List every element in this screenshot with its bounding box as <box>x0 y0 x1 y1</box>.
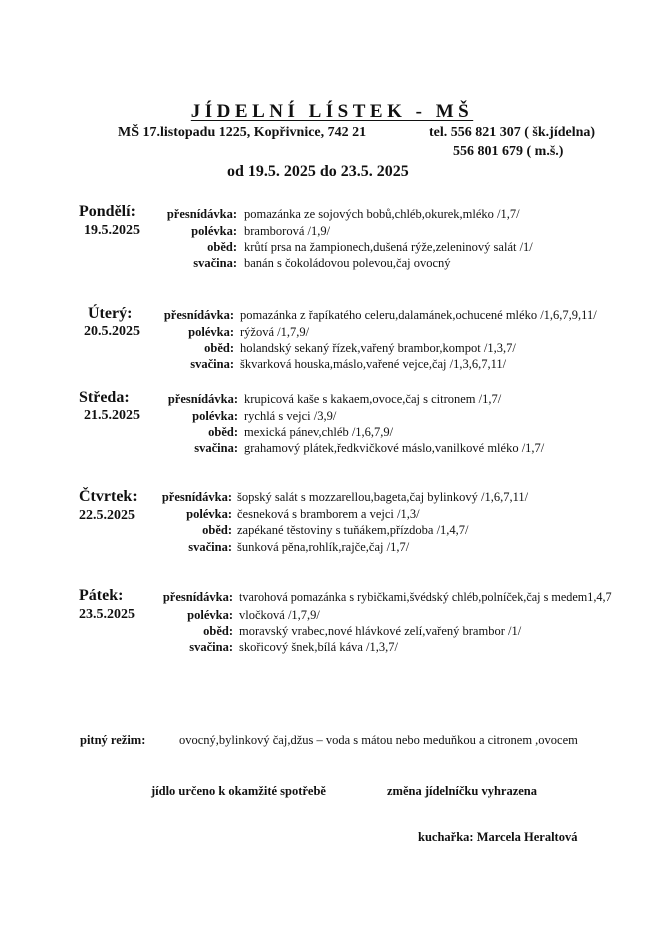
meal-text: mexická pánev,chléb /1,6,7,9/ <box>244 425 394 439</box>
day-name: Pátek: <box>79 587 124 604</box>
meal-text: pomazánka z řapíkatého celeru,dalamánek,ochucené mléko /1,6,7,9,11/ <box>240 308 597 322</box>
meal-text: krupicová kaše s kakaem,ovoce,čaj s citronem /1,7/ <box>244 392 502 406</box>
meal-text: škvarková houska,máslo,vařené vejce,čaj /1,3,6,7,11/ <box>240 357 507 371</box>
meal-label: oběd: <box>204 341 234 355</box>
change-note: změna jídelníčku vyhrazena <box>387 784 537 798</box>
day-date: 21.5.2025 <box>84 408 140 423</box>
meal-text: rychlá s vejci /3,9/ <box>244 409 337 423</box>
meal-label: svačina: <box>189 640 233 654</box>
meal-label: oběd: <box>207 240 237 254</box>
meal-text: vločková /1,7,9/ <box>239 608 320 622</box>
day-date: 23.5.2025 <box>79 607 135 622</box>
meal-label: polévka: <box>192 409 238 423</box>
meal-text: banán s čokoládovou polevou,čaj ovocný <box>244 256 451 270</box>
date-range: od 19.5. 2025 do 23.5. 2025 <box>227 163 409 180</box>
meal-label: přesnídávka: <box>162 590 233 604</box>
meal-label: polévka: <box>187 608 233 622</box>
day-name: Čtvrtek: <box>79 488 138 505</box>
meal-label: přesnídávka: <box>161 490 232 504</box>
drink-regime-text: ovocný,bylinkový čaj,džus – voda s mátou nebo meduňkou a citronem ,ovocem <box>179 733 578 747</box>
meal-text: moravský vrabec,nové hlávkové zelí,vařený brambor /1/ <box>239 624 522 638</box>
meal-label: přesnídávka: <box>163 308 234 322</box>
meal-text: grahamový plátek,ředkvičkové máslo,vanilkové mléko /1,7/ <box>244 441 545 455</box>
meal-text: krůtí prsa na žampionech,dušená rýže,zeleninový salát /1/ <box>244 240 533 254</box>
meal-text: tvarohová pomazánka s rybičkami,švédský chléb,polníček,čaj s medem1,4,7 <box>239 590 612 604</box>
phone-kindergarten: 556 801 679 ( m.š.) <box>453 144 564 159</box>
meal-label: svačina: <box>194 441 238 455</box>
meal-text: skořicový šnek,bílá káva /1,3,7/ <box>239 640 398 654</box>
day-name: Pondělí: <box>79 203 136 220</box>
meal-label: svačina: <box>188 540 232 554</box>
day-date: 22.5.2025 <box>79 508 135 523</box>
meal-label: svačina: <box>190 357 234 371</box>
cook-signature: kuchařka: Marcela Heraltová <box>418 830 578 844</box>
meal-text: česneková s bramborem a vejci /1,3/ <box>237 507 420 521</box>
day-date: 20.5.2025 <box>84 324 140 339</box>
meal-text: pomazánka ze sojových bobů,chléb,okurek,mléko /1,7/ <box>244 207 520 221</box>
meal-label: přesnídávka: <box>167 392 238 406</box>
phone-canteen: tel. 556 821 307 ( šk.jídelna) <box>429 125 596 140</box>
menu-title: JÍDELNÍ LÍSTEK - MŠ <box>190 101 474 122</box>
day-date: 19.5.2025 <box>84 223 140 238</box>
meal-label: polévka: <box>191 224 237 238</box>
meal-label: svačina: <box>193 256 237 270</box>
school-address: MŠ 17.listopadu 1225, Kopřivnice, 742 21 <box>118 125 367 140</box>
day-name: Středa: <box>79 389 130 406</box>
meal-label: polévka: <box>188 325 234 339</box>
meal-label: oběd: <box>203 624 233 638</box>
meal-text: bramborová /1,9/ <box>244 224 331 238</box>
meal-text: šunková pěna,rohlík,rajče,čaj /1,7/ <box>237 540 410 554</box>
drink-regime-label: pitný režim: <box>80 733 146 747</box>
meal-label: polévka: <box>186 507 232 521</box>
meal-label: oběd: <box>208 425 238 439</box>
meal-text: šopský salát s mozzarellou,bageta,čaj bylinkový /1,6,7,11/ <box>237 490 529 504</box>
meal-label: přesnídávka: <box>166 207 237 221</box>
meal-text: holandský sekaný řízek,vařený brambor,kompot /1,3,7/ <box>240 341 516 355</box>
meal-label: oběd: <box>202 523 232 537</box>
meal-text: rýžová /1,7,9/ <box>240 325 310 339</box>
meal-text: zapékané těstoviny s tuňákem,přízdoba /1,4,7/ <box>237 523 469 537</box>
day-name: Úterý: <box>88 305 133 322</box>
consumption-note: jídlo určeno k okamžité spotřebě <box>151 784 326 798</box>
